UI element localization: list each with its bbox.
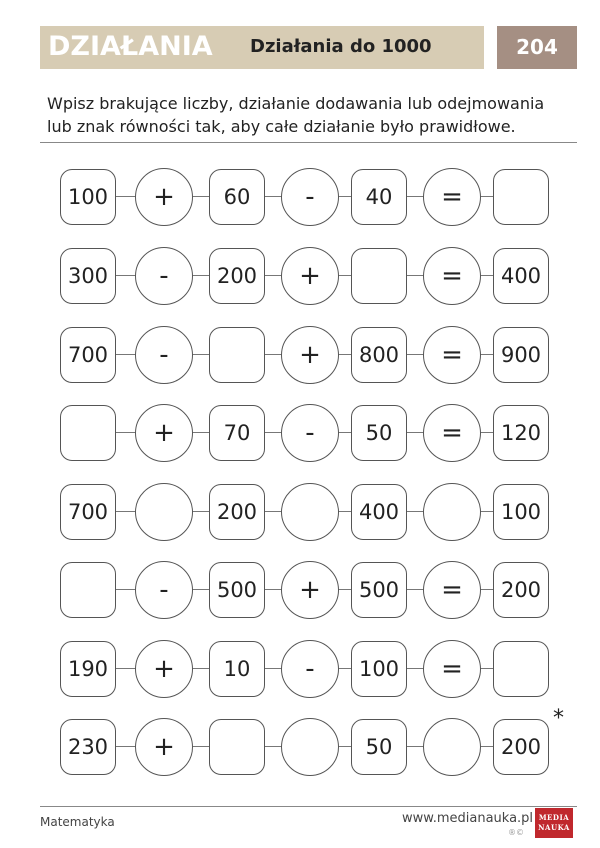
operator-circle-equals-slot: =	[423, 168, 481, 226]
media-nauka-logo	[535, 808, 573, 838]
exercise-row	[0, 640, 600, 700]
exercise-row	[0, 168, 600, 228]
number-box-first-number: 300	[60, 248, 116, 304]
number-box-result: 400	[493, 248, 549, 304]
number-box-second-number[interactable]	[209, 327, 265, 383]
instructions-text: Wpisz brakujące liczby, działanie dodawania lub odejmowania lub znak równości tak, aby całe działanie było prawidłowe.	[47, 94, 545, 136]
number-box-result: 200	[493, 719, 549, 775]
operator-circle-second-operator: +	[281, 561, 339, 619]
exercise-row	[0, 247, 600, 307]
number-box-third-number: 50	[351, 405, 407, 461]
number-box-second-number: 200	[209, 484, 265, 540]
number-box-first-number: 190	[60, 641, 116, 697]
exercise-row	[0, 561, 600, 621]
footer-copyright: ®©	[508, 828, 524, 837]
number-box-first-number: 700	[60, 327, 116, 383]
section-title: DZIAŁANIA	[48, 31, 213, 62]
operator-circle-first-operator: -	[135, 326, 193, 384]
number-box-first-number[interactable]	[60, 405, 116, 461]
footer-divider	[40, 806, 577, 807]
logo-line-2: NAUKA	[538, 823, 570, 832]
number-box-second-number: 70	[209, 405, 265, 461]
operator-circle-first-operator: +	[135, 640, 193, 698]
logo-line-1: MEDIA	[538, 813, 570, 822]
operator-circle-first-operator: -	[135, 561, 193, 619]
number-box-result: 100	[493, 484, 549, 540]
number-box-result[interactable]	[493, 169, 549, 225]
exercise-row	[0, 326, 600, 386]
number-box-third-number: 500	[351, 562, 407, 618]
number-box-third-number: 100	[351, 641, 407, 697]
number-box-first-number: 100	[60, 169, 116, 225]
operator-circle-equals-slot: =	[423, 247, 481, 305]
operator-circle-second-operator: +	[281, 326, 339, 384]
number-box-third-number[interactable]	[351, 248, 407, 304]
footer-subject: Matematyka	[40, 815, 115, 829]
number-box-second-number: 60	[209, 169, 265, 225]
operator-circle-equals-slot[interactable]	[423, 718, 481, 776]
exercise-row	[0, 718, 600, 778]
exercise-row	[0, 483, 600, 543]
number-box-first-number[interactable]	[60, 562, 116, 618]
divider	[40, 142, 577, 143]
number-box-second-number[interactable]	[209, 719, 265, 775]
number-box-result: 200	[493, 562, 549, 618]
number-box-second-number: 10	[209, 641, 265, 697]
operator-circle-second-operator: -	[281, 640, 339, 698]
number-box-result: 900	[493, 327, 549, 383]
operator-circle-first-operator[interactable]	[135, 483, 193, 541]
number-box-second-number: 200	[209, 248, 265, 304]
operator-circle-equals-slot: =	[423, 640, 481, 698]
asterisk-marker: *	[553, 706, 564, 731]
number-box-first-number: 230	[60, 719, 116, 775]
operator-circle-second-operator: -	[281, 168, 339, 226]
operator-circle-equals-slot: =	[423, 326, 481, 384]
operator-circle-second-operator[interactable]	[281, 483, 339, 541]
operator-circle-second-operator[interactable]	[281, 718, 339, 776]
number-box-result[interactable]	[493, 641, 549, 697]
worksheet-subtitle: Działania do 1000	[250, 36, 432, 57]
operator-circle-first-operator: -	[135, 247, 193, 305]
operator-circle-second-operator: +	[281, 247, 339, 305]
number-box-third-number: 400	[351, 484, 407, 540]
operator-circle-equals-slot: =	[423, 404, 481, 462]
operator-circle-first-operator: +	[135, 168, 193, 226]
number-box-third-number: 50	[351, 719, 407, 775]
operator-circle-equals-slot: =	[423, 561, 481, 619]
number-box-result: 120	[493, 405, 549, 461]
number-box-second-number: 500	[209, 562, 265, 618]
page-number: 204	[497, 26, 577, 69]
footer-url: www.medianauka.pl	[402, 811, 534, 826]
operator-circle-first-operator: +	[135, 718, 193, 776]
operator-circle-equals-slot[interactable]	[423, 483, 481, 541]
number-box-first-number: 700	[60, 484, 116, 540]
number-box-third-number: 40	[351, 169, 407, 225]
number-box-third-number: 800	[351, 327, 407, 383]
exercise-row	[0, 404, 600, 464]
operator-circle-first-operator: +	[135, 404, 193, 462]
operator-circle-second-operator: -	[281, 404, 339, 462]
